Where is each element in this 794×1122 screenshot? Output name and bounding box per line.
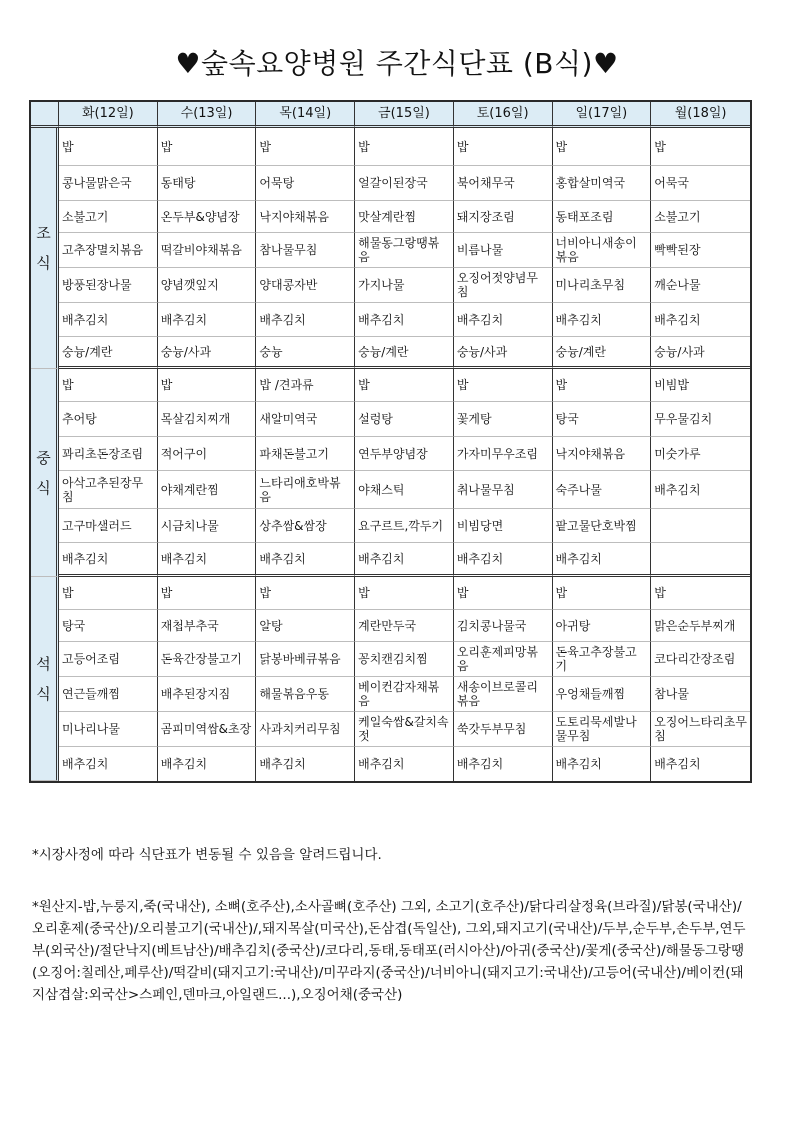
menu-item: 비름나물	[454, 233, 553, 268]
menu-item: 떡갈비야채볶음	[158, 233, 257, 268]
day-header: 화(12일)	[59, 102, 158, 128]
menu-item: 비빔밥	[651, 369, 750, 402]
menu-item: 꽈리초돈장조림	[59, 437, 158, 471]
menu-item: 적어구이	[158, 437, 257, 471]
menu-item: 참나물무침	[256, 233, 355, 268]
menu-item: 숭늉/사과	[158, 337, 257, 369]
menu-item: 김치콩나물국	[454, 610, 553, 642]
menu-row	[31, 610, 750, 642]
menu-item: 배추김치	[59, 543, 158, 577]
menu-item: 홍합살미역국	[553, 166, 652, 201]
menu-item: 밥	[355, 128, 454, 166]
menu-item: 밥	[651, 128, 750, 166]
menu-item: 해물동그랑땡볶음	[355, 233, 454, 268]
menu-item: 배추김치	[553, 543, 652, 577]
menu-item: 연근들깨찜	[59, 677, 158, 712]
menu-item: 배추김치	[158, 543, 257, 577]
menu-item: 시금치나물	[158, 509, 257, 543]
menu-row	[31, 437, 750, 471]
menu-item: 돈육고추장불고기	[553, 642, 652, 677]
menu-item: 밥	[355, 577, 454, 610]
menu-item: 알탕	[256, 610, 355, 642]
menu-item: 배추김치	[651, 303, 750, 337]
menu-item: 어묵국	[651, 166, 750, 201]
menu-item: 우엉채들깨찜	[553, 677, 652, 712]
menu-item: 아귀탕	[553, 610, 652, 642]
menu-item: 어묵탕	[256, 166, 355, 201]
menu-item: 방풍된장나물	[59, 268, 158, 303]
menu-item: 배추김치	[651, 471, 750, 509]
header-corner	[31, 102, 59, 128]
menu-row	[31, 402, 750, 437]
day-header: 토(16일)	[454, 102, 553, 128]
menu-row	[31, 747, 750, 781]
menu-item: 요구르트,깍두기	[355, 509, 454, 543]
menu-item: 밥	[454, 577, 553, 610]
menu-row	[31, 509, 750, 543]
menu-item: 배추김치	[158, 747, 257, 781]
menu-item: 배추김치	[553, 747, 652, 781]
menu-item: 탕국	[59, 610, 158, 642]
menu-item: 고구마샐러드	[59, 509, 158, 543]
day-header: 수(13일)	[158, 102, 257, 128]
menu-row	[31, 369, 750, 402]
menu-row	[31, 712, 750, 747]
menu-item: 맑은순두부찌개	[651, 610, 750, 642]
menu-item: 배추김치	[59, 747, 158, 781]
menu-item: 밥	[59, 369, 158, 402]
day-header: 월(18일)	[651, 102, 750, 128]
menu-item: 밥 /견과류	[256, 369, 355, 402]
menu-item: 낙지야채볶음	[553, 437, 652, 471]
menu-row	[31, 642, 750, 677]
menu-item: 오징어느타리초무침	[651, 712, 750, 747]
menu-item: 배추김치	[454, 543, 553, 577]
menu-item: 해물볶음우동	[256, 677, 355, 712]
menu-item: 미나리초무침	[553, 268, 652, 303]
menu-item: 고추장멸치볶음	[59, 233, 158, 268]
menu-row	[31, 543, 750, 577]
menu-item: 꽃게탕	[454, 402, 553, 437]
price-change-note: *시장사정에 따라 식단표가 변동될 수 있음을 알려드립니다.	[32, 847, 382, 863]
menu-item: 닭봉바베큐볶음	[256, 642, 355, 677]
meal-label: 석 식	[31, 577, 59, 781]
menu-item: 북어채무국	[454, 166, 553, 201]
menu-item: 밥	[158, 128, 257, 166]
menu-item: 설렁탕	[355, 402, 454, 437]
day-header: 일(17일)	[553, 102, 652, 128]
menu-item: 코다리간장조림	[651, 642, 750, 677]
menu-item: 배추김치	[256, 303, 355, 337]
menu-item: 밥	[454, 369, 553, 402]
menu-item	[651, 543, 750, 577]
menu-row	[31, 233, 750, 268]
menu-item: 재첩부추국	[158, 610, 257, 642]
menu-item: 돈육간장불고기	[158, 642, 257, 677]
day-header: 목(14일)	[256, 102, 355, 128]
menu-item: 상추쌈&쌈장	[256, 509, 355, 543]
menu-item: 배추김치	[158, 303, 257, 337]
menu-item: 콩나물맑은국	[59, 166, 158, 201]
menu-item: 배추김치	[654, 757, 701, 771]
menu-item: 배추김치	[256, 747, 355, 781]
menu-item	[651, 509, 750, 543]
menu-item: 비빔당면	[454, 509, 553, 543]
menu-item: 아삭고추된장무침	[59, 471, 158, 509]
menu-item: 추어탕	[59, 402, 158, 437]
menu-item: 배추김치	[59, 303, 158, 337]
day-header-row	[31, 102, 750, 128]
menu-row	[31, 268, 750, 303]
menu-row	[31, 128, 750, 166]
menu-item: 동태탕	[158, 166, 257, 201]
menu-row	[31, 303, 750, 337]
page-title: ♥숲속요양병원 주간식단표 (B식)♥	[175, 47, 619, 80]
menu-item: 고등어조림	[59, 642, 158, 677]
menu-item: 동태포조림	[553, 201, 652, 233]
menu-row	[31, 471, 750, 509]
menu-row	[31, 201, 750, 233]
menu-item: 배추김치	[553, 303, 652, 337]
menu-item: 숭늉	[256, 337, 355, 369]
menu-item: 새알미역국	[256, 402, 355, 437]
menu-row	[31, 677, 750, 712]
menu-item: 소불고기	[651, 201, 750, 233]
menu-item: 밥	[553, 369, 652, 402]
menu-item: 너비아니새송이볶음	[553, 233, 652, 268]
menu-item: 배추김치	[355, 747, 454, 781]
meal-section-lunch	[31, 369, 750, 577]
menu-item: 밥	[158, 369, 257, 402]
day-header: 금(15일)	[355, 102, 454, 128]
menu-item: 양대콩자반	[256, 268, 355, 303]
menu-item: 밥	[158, 577, 257, 610]
menu-item: 취나물무침	[454, 471, 553, 509]
menu-item: 배추김치	[355, 303, 454, 337]
menu-item: 무우물김치	[651, 402, 750, 437]
menu-item: 밥	[355, 369, 454, 402]
menu-item: 가자미무우조림	[454, 437, 553, 471]
menu-item: 미나리나물	[59, 712, 158, 747]
menu-item: 꽁치캔김치찜	[355, 642, 454, 677]
meal-label: 조 식	[31, 128, 59, 369]
menu-row	[31, 166, 750, 201]
origin-note: *원산지-밥,누룽지,죽(국내산), 소뼈(호주산),소사골뼈(호주산) 그외, 소고기(호주산)/닭다리살정육(브라질)/닭봉(국내산)/오리훈제(중국산)/오리불고기(국내산)/,돼지목살(미국산),돈삼겹(독일산), 그외,돼지고기(국내산)/두부,순두부,손두부,연두부(외국산)/절단낙지(베트남산)/배추김치(중국산)/코다리,동태,동태포(러시아산)/아귀(중국산)/꽃게(중국산)/해물동그랑땡(오징어:칠레산,페루산)/떡갈비(돼지고기:국내산)/미꾸라지(중국산)/너비아니(돼지고기:국내산)/고등어(국내산)/베이컨(돼지삼겹살:외국산>스페인,덴마크,아일랜드...),오징어채(중국산)	[32, 899, 746, 1003]
menu-item: 숭늉/사과	[454, 337, 553, 369]
meal-label: 중 식	[31, 369, 59, 577]
menu-item: 팥고물단호박찜	[553, 509, 652, 543]
menu-item: 밥	[651, 577, 750, 610]
menu-item: 밥	[553, 128, 652, 166]
menu-row	[31, 577, 750, 610]
menu-item: 쑥갓두부무침	[454, 712, 553, 747]
menu-item: 야채계란찜	[158, 471, 257, 509]
menu-item: 탕국	[553, 402, 652, 437]
menu-item: 베이컨감자채볶음	[355, 677, 454, 712]
menu-item: 숭늉/계란	[355, 337, 454, 369]
menu-item: 도토리묵세발나물무침	[553, 712, 652, 747]
meal-section-breakfast	[31, 128, 750, 369]
menu-item: 밥	[59, 128, 158, 166]
menu-item: 빡빡된장	[651, 233, 750, 268]
menu-item: 케일숙쌈&갈치속젓	[355, 712, 454, 747]
menu-item: 양념깻잎지	[158, 268, 257, 303]
menu-item: 밥	[256, 577, 355, 610]
menu-item: 돼지장조림	[454, 201, 553, 233]
menu-item: 숭늉/계란	[553, 337, 652, 369]
weekly-menu-table	[29, 100, 752, 783]
menu-item: 소불고기	[59, 201, 158, 233]
menu-item: 밥	[59, 577, 158, 610]
menu-item: 새송이브로콜리볶음	[454, 677, 553, 712]
menu-item: 배추김치	[256, 543, 355, 577]
menu-item: 숭늉/계란	[59, 337, 158, 369]
menu-item: 미숫가루	[651, 437, 750, 471]
menu-item: 파채돈불고기	[256, 437, 355, 471]
menu-item: 오리훈제피망볶음	[454, 642, 553, 677]
menu-item: 맛살계란찜	[355, 201, 454, 233]
menu-item: 밥	[256, 128, 355, 166]
menu-item: 느타리애호박볶음	[256, 471, 355, 509]
menu-item: 목살김치찌개	[158, 402, 257, 437]
menu-item: 가지나물	[355, 268, 454, 303]
menu-item: 밥	[454, 128, 553, 166]
menu-item: 오징어젓양념무침	[454, 268, 553, 303]
menu-item: 깨순나물	[651, 268, 750, 303]
menu-item: 참나물	[651, 677, 750, 712]
menu-item: 밥	[553, 577, 652, 610]
menu-item: 연두부양념장	[355, 437, 454, 471]
menu-item: 야채스틱	[355, 471, 454, 509]
menu-item: 배추된장지짐	[158, 677, 257, 712]
menu-item: 배추김치	[454, 747, 553, 781]
menu-row	[31, 337, 750, 369]
menu-item: 곰피미역쌈&초장	[158, 712, 257, 747]
menu-item: 숙주나물	[553, 471, 652, 509]
menu-item: 계란만두국	[355, 610, 454, 642]
menu-item: 배추김치	[355, 543, 454, 577]
menu-item: 사과치커리무침	[256, 712, 355, 747]
menu-item: 숭늉/사과	[651, 337, 750, 369]
menu-item: 온두부&양념장	[158, 201, 257, 233]
menu-item: 배추김치	[454, 303, 553, 337]
meal-section-dinner	[31, 577, 750, 781]
menu-item: 얼갈이된장국	[355, 166, 454, 201]
menu-item: 낙지야채볶음	[256, 201, 355, 233]
